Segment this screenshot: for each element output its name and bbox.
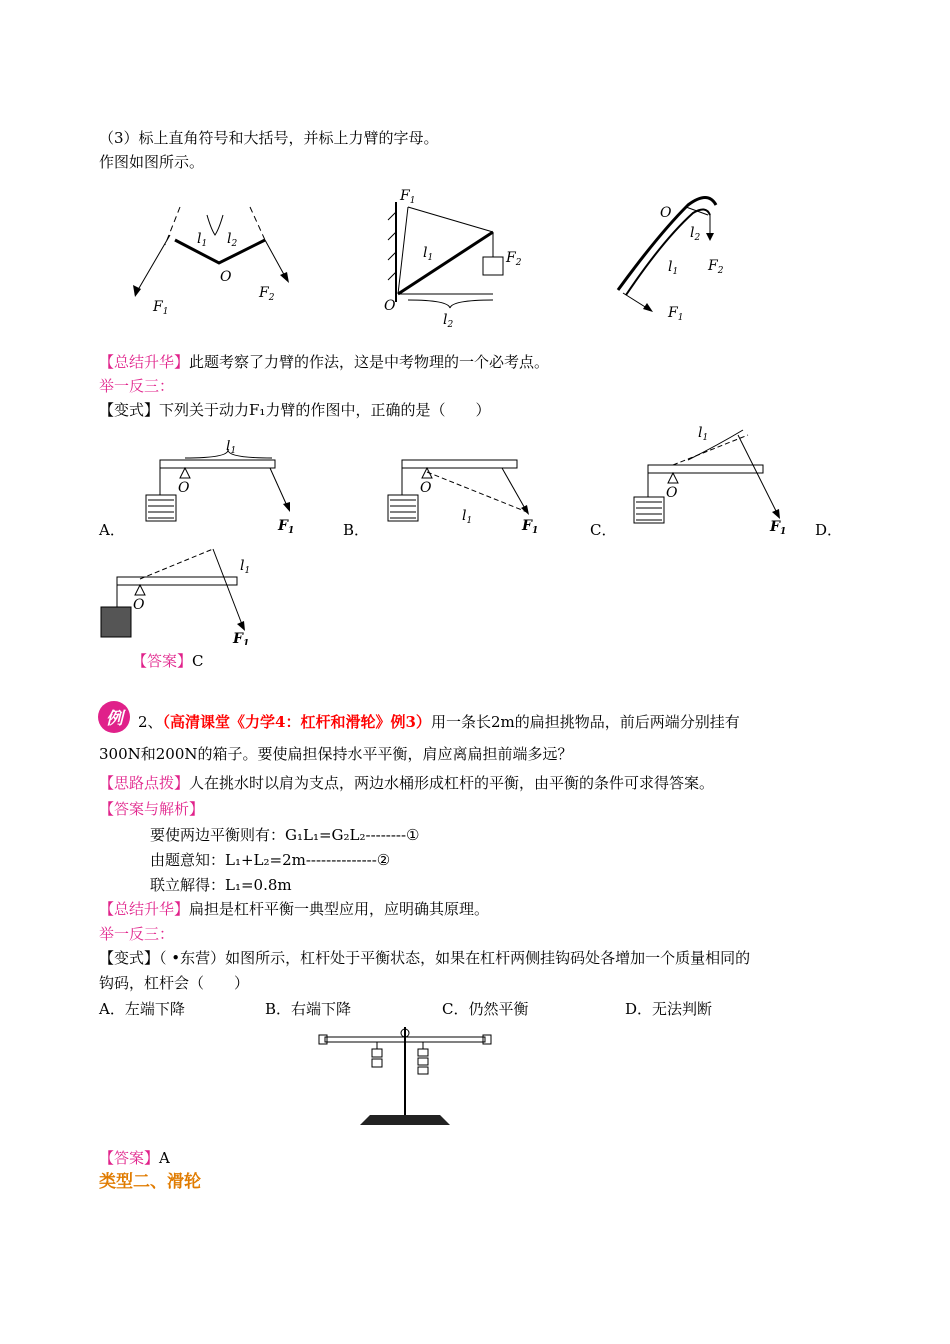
answer-1-tag: 【答案】 (132, 652, 193, 670)
option-a-label: A． (99, 521, 125, 539)
juyi-fansan-2: 举一反三： (99, 925, 175, 943)
fig3-f1-label: $F_1$ (668, 305, 684, 323)
hint-text: 人在挑水时以肩为支点，两边水桶形成杠杆的平衡，由平衡的条件可求得答案。 (189, 774, 715, 792)
answer-2-tag: 【答案】 (99, 1149, 160, 1167)
equation-3: 联立解得：L₁=0.8m (150, 876, 292, 894)
example-2-text: 用一条长2m的扁担挑物品，前后两端分别挂有 (430, 713, 740, 731)
juyi-fansan-1: 举一反三： (99, 377, 175, 395)
svg-text:例: 例 (106, 709, 123, 729)
fig1-l2-label: $l_2$ (227, 231, 238, 249)
example-2-source: （高清课堂《力学4：杠杆和滑轮》例3） (162, 713, 431, 731)
variant-2-line2: 钩码，杠杆会（ ） (99, 974, 250, 992)
fig3-l2-label: $l_2$ (690, 225, 701, 243)
summary-1 (99, 352, 549, 372)
hint-tag: 【思路点拨】 (99, 774, 190, 792)
fig3-o-label: O (660, 205, 672, 221)
fig1-f2-label: $F_2$ (259, 285, 275, 303)
svg-text:l1: $l_1$ (226, 440, 237, 456)
figure-arms-1 (115, 185, 315, 320)
svg-text:O: O (666, 485, 678, 501)
fig2-l1-label: $l_1$ (423, 245, 434, 263)
fig1-l1-label: $l_1$ (197, 231, 208, 249)
option-c-figure (628, 425, 798, 540)
answer-2 (99, 1148, 170, 1168)
svg-text:F1: $F_1$ (522, 518, 539, 536)
svg-text:F1: $F_1$ (770, 519, 787, 537)
fig1-f1-label: $F_1$ (153, 299, 169, 317)
choice-d: D．无法判断 (625, 1000, 713, 1018)
figure-arms-3 (608, 185, 748, 325)
balance-lever-figure (315, 1027, 495, 1132)
fig2-f1-label: $F_1$ (400, 188, 416, 206)
svg-text:O: O (420, 480, 432, 496)
svg-text:O: O (133, 597, 145, 613)
summary-2-tag: 【总结升华】 (99, 900, 190, 918)
variant-2-text: （ •东营）如图所示，杠杆处于平衡状态，如果在杠杆两侧挂钩码处各增加一个质量相同的 (159, 949, 751, 967)
svg-text:l1: $l_1$ (698, 425, 709, 443)
variant-1 (99, 400, 490, 420)
section-title: 类型二、滑轮 (99, 1172, 201, 1192)
variant-2-tag: 【变式】 (99, 949, 160, 967)
summary-2-text: 扁担是杠杆平衡一典型应用，应明确其原理。 (189, 900, 490, 918)
choice-a: A．左端下降 (99, 1000, 185, 1018)
option-d-label: D． (815, 521, 843, 539)
svg-text:F1: $F_1$ (278, 518, 295, 536)
variant-1-tag: 【变式】 (99, 401, 160, 419)
answer-1 (132, 651, 204, 671)
choice-b: B．右端下降 (265, 1000, 352, 1018)
fig2-l2-label: $l_2$ (443, 312, 454, 330)
variant-1-text: 下列关于动力F₁力臂的作图中，正确的是（ ） (159, 401, 491, 419)
option-d-figure (95, 545, 265, 645)
equation-2: 由题意知：L₁+L₂=2m--------------② (150, 851, 391, 869)
summary-1-text: 此题考察了力臂的作法，这是中考物理的一个必考点。 (189, 353, 550, 371)
hint (99, 773, 714, 793)
step3-text: （3）标上直角符号和大括号，并标上力臂的字母。 (99, 129, 439, 147)
example-2-number: 2、 (138, 713, 163, 731)
analysis-tag: 【答案与解析】 (99, 800, 205, 818)
answer-1-value: C (192, 652, 204, 670)
fig2-f2-label: $F_2$ (506, 250, 522, 268)
svg-text:F1: $F_1$ (233, 631, 250, 645)
answer-2-value: A (159, 1149, 170, 1167)
equation-1: 要使两边平衡则有：G₁L₁=G₂L₂--------① (150, 826, 420, 844)
option-a-figure (140, 440, 310, 540)
example-2-line1 (138, 712, 740, 732)
fig1-o-label: O (220, 269, 232, 285)
choice-c: C．仍然平衡 (442, 1000, 529, 1018)
example-badge-icon (97, 700, 131, 734)
draw-note: 作图如图所示。 (99, 153, 205, 171)
svg-text:O: O (178, 480, 190, 496)
svg-text:l1: $l_1$ (240, 558, 251, 576)
fig3-l1-label: $l_1$ (668, 259, 679, 277)
summary-2 (99, 899, 489, 919)
example-2-line2: 300N和200N的箱子。要使扁担保持水平平衡，肩应离扁担前端多远？ (99, 745, 573, 763)
option-b-label: B． (343, 521, 370, 539)
fig3-f2-label: $F_2$ (708, 258, 724, 276)
fig2-o-label: O (384, 298, 396, 314)
svg-text:l1: $l_1$ (462, 508, 473, 526)
option-c-label: C． (590, 521, 617, 539)
summary-1-tag: 【总结升华】 (99, 353, 190, 371)
variant-2-line1 (99, 948, 750, 968)
option-b-figure (382, 440, 552, 540)
figure-arms-2 (378, 182, 538, 330)
